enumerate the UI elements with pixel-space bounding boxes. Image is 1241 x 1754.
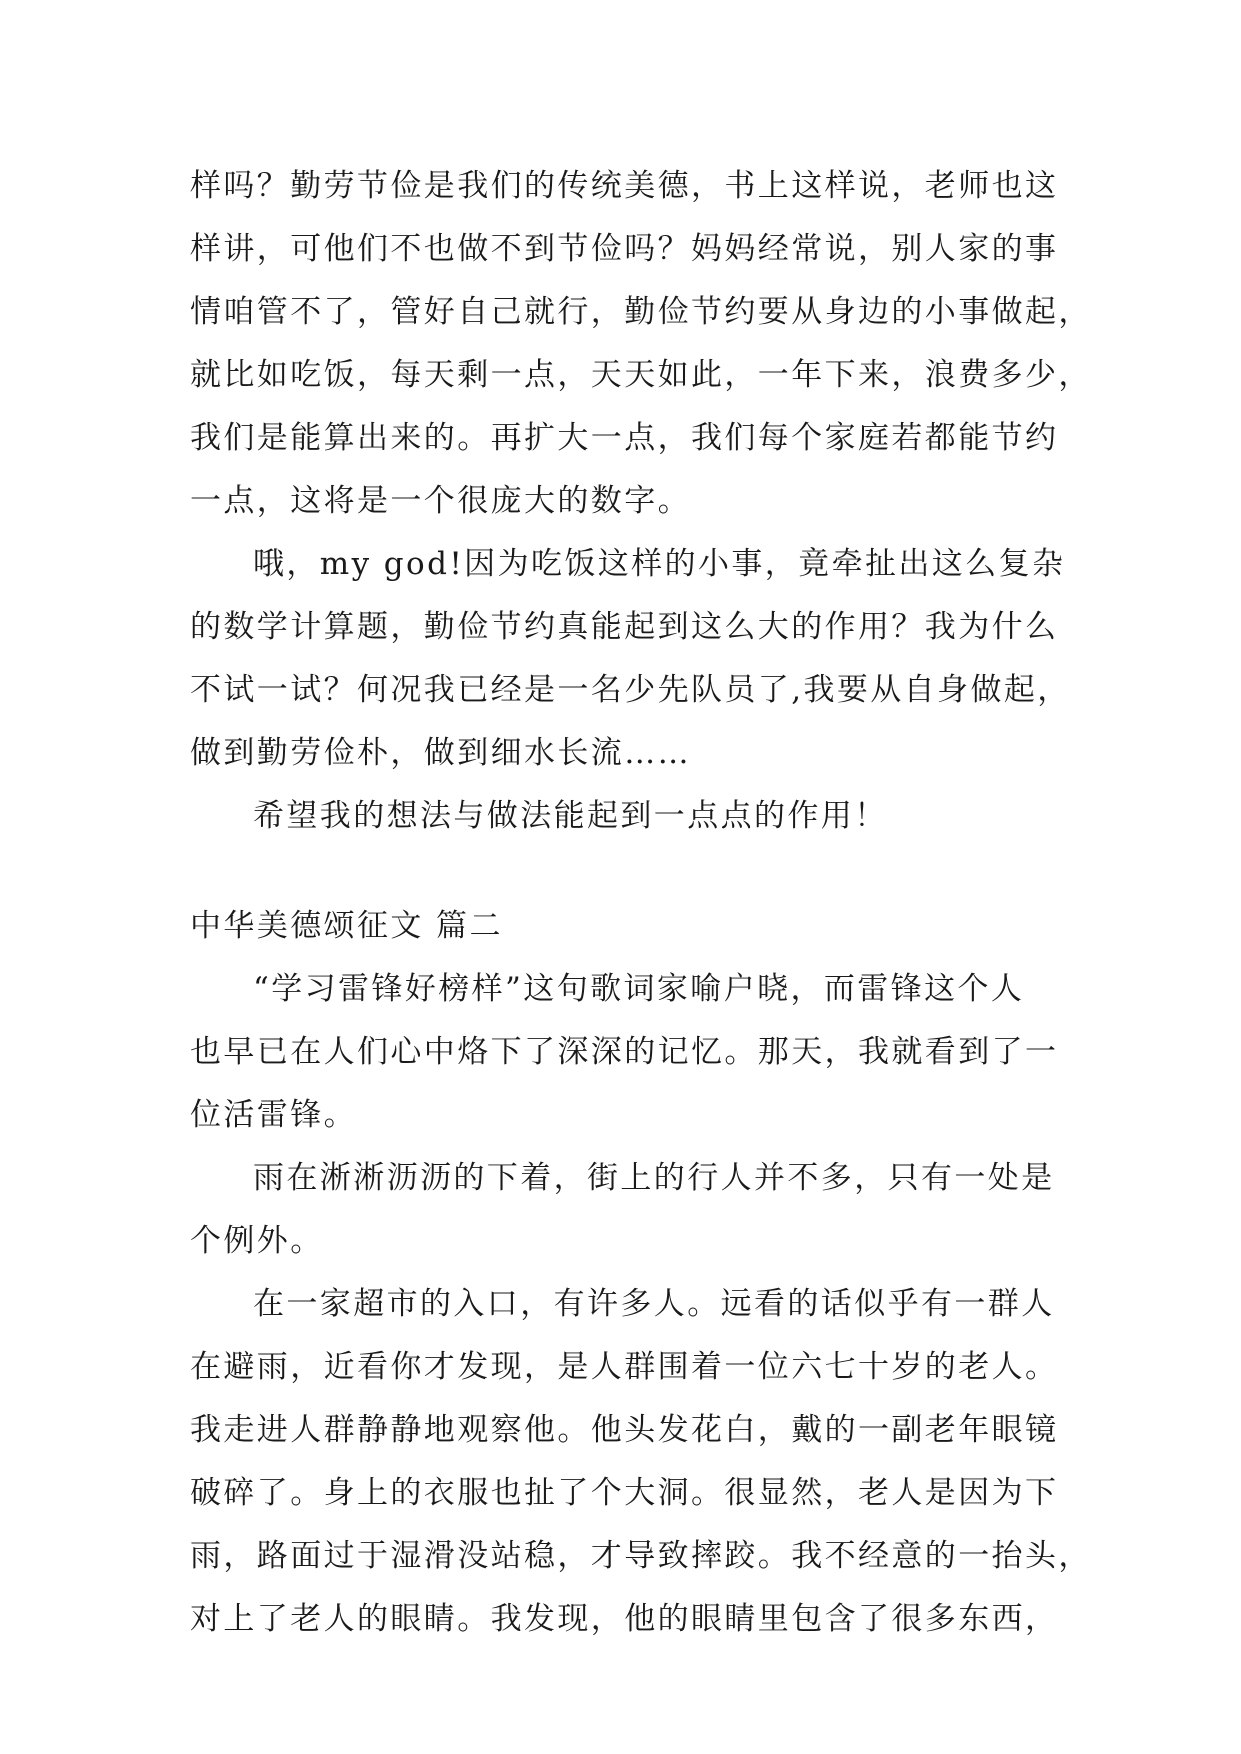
text-line: 我走进人群静静地观察他。他头发花白，戴的一副老年眼镜 <box>190 1412 1059 1448</box>
text-line: 位活雷锋。 <box>190 1097 357 1133</box>
text-line: 也早已在人们心中烙下了深深的记忆。那天，我就看到了一 <box>190 1034 1059 1070</box>
text-line: 在避雨，近看你才发现，是人群围着一位六七十岁的老人。 <box>190 1349 1059 1385</box>
text-line: 样吗？勤劳节俭是我们的传统美德，书上这样说，老师也这 <box>190 168 1059 204</box>
text-line: 破碎了。身上的衣服也扯了个大洞。很显然，老人是因为下 <box>190 1475 1059 1511</box>
paragraph-first-line: 希望我的想法与做法能起到一点点的作用！ <box>253 798 888 834</box>
text-line: 雨，路面过于湿滑没站稳，才导致摔跤。我不经意的一抬头， <box>190 1538 1092 1574</box>
text-line: 的数学计算题，勤俭节约真能起到这么大的作用？我为什么 <box>190 609 1059 645</box>
paragraph-first-line: “学习雷锋好榜样”这句歌词家喻户晓，而雷锋这个人 <box>253 971 1025 1007</box>
paragraph-first-line: 雨在淅淅沥沥的下着，街上的行人并不多，只有一处是 <box>253 1160 1055 1196</box>
paragraph-first-line: 在一家超市的入口，有许多人。远看的话似乎有一群人 <box>253 1286 1055 1322</box>
text-line: 做到勤劳俭朴，做到细水长流…… <box>190 735 691 771</box>
text-line: 个例外。 <box>190 1223 324 1259</box>
paragraph-first-line: 哦，my god!因为吃饭这样的小事，竟牵扯出这么复杂 <box>253 546 1066 582</box>
text-line: 一点，这将是一个很庞大的数字。 <box>190 483 691 519</box>
text-line: 情咱管不了，管好自己就行，勤俭节约要从身边的小事做起， <box>190 294 1092 330</box>
text-line: 对上了老人的眼睛。我发现，他的眼睛里包含了很多东西， <box>190 1601 1059 1637</box>
text-line: 就比如吃饭，每天剩一点，天天如此，一年下来，浪费多少， <box>190 357 1092 393</box>
text-line: 我们是能算出来的。再扩大一点，我们每个家庭若都能节约 <box>190 420 1059 456</box>
section-heading: 中华美德颂征文 篇二 <box>190 908 503 944</box>
text-line: 样讲，可他们不也做不到节俭吗？妈妈经常说，别人家的事 <box>190 231 1059 267</box>
text-line: 不试一试？何况我已经是一名少先队员了,我要从自身做起， <box>190 672 1071 708</box>
